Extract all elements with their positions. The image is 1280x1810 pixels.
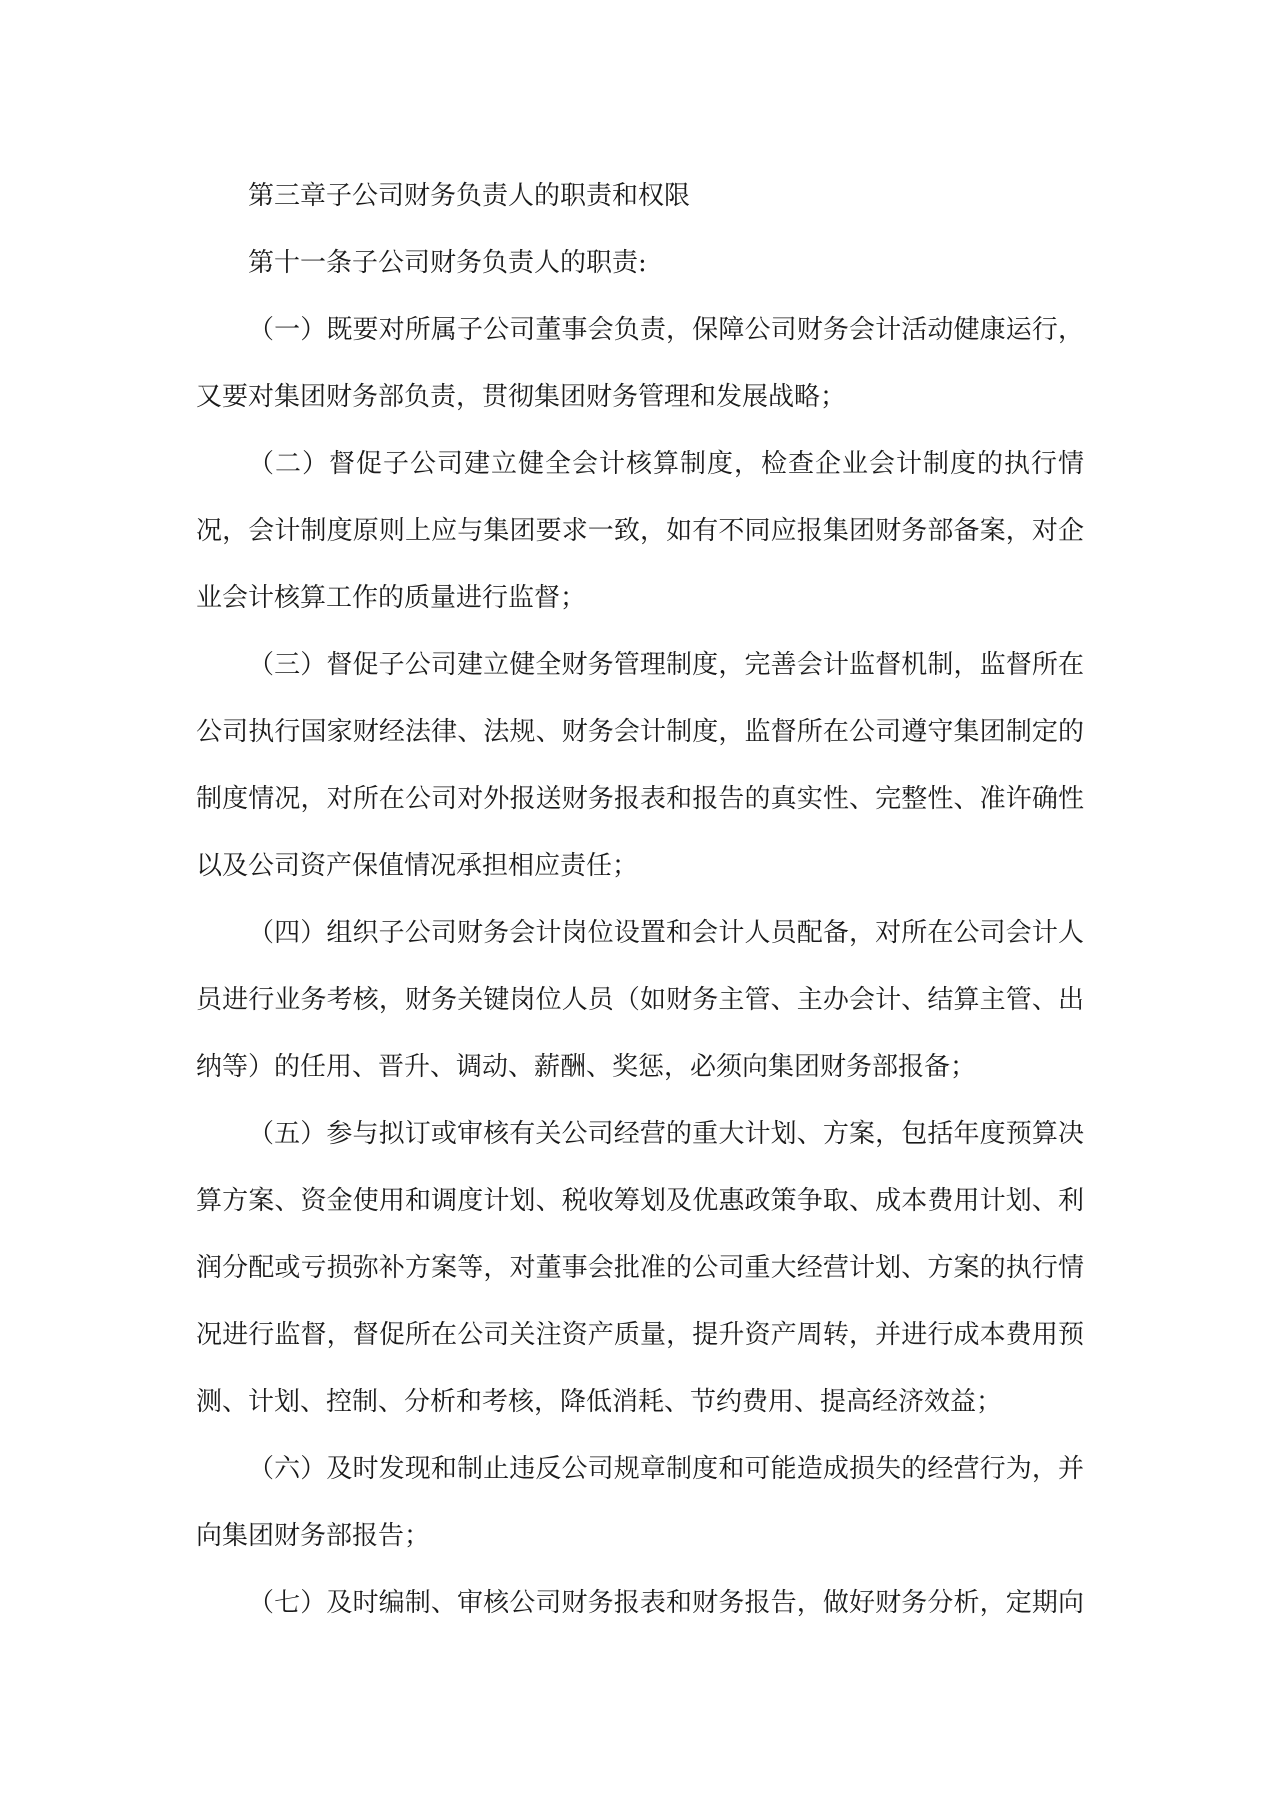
paragraph-duty-6 <box>196 1436 1084 1570</box>
paragraph-duty-3 <box>196 632 1084 900</box>
chapter-title: 第三章子公司财务负责人的职责和权限 <box>248 181 691 211</box>
paragraph-line: 又要对集团财务部负责，贯彻集团财务管理和发展战略； <box>196 382 847 412</box>
paragraph-line: 以及公司资产保值情况承担相应责任； <box>196 851 639 881</box>
paragraph-duty-4 <box>196 900 1084 1101</box>
paragraph-line: 况进行监督，督促所在公司关注资产质量，提升资产周转，并进行成本费用预 <box>196 1320 1084 1350</box>
paragraph-line: 向集团财务部报告； <box>196 1521 431 1551</box>
paragraph-line: （三）督促子公司建立健全财务管理制度，完善会计监督机制，监督所在 <box>248 650 1084 680</box>
paragraph-duty-7 <box>196 1570 1084 1637</box>
paragraph-duty-2 <box>196 431 1084 632</box>
paragraph-line: 算方案、资金使用和调度计划、税收筹划及优惠政策争取、成本费用计划、利 <box>196 1186 1084 1216</box>
paragraph-duty-1 <box>196 297 1084 431</box>
paragraph-line: （二）督促子公司建立健全会计核算制度，检查企业会计制度的执行情 <box>248 449 1084 479</box>
document-body <box>196 163 1084 1637</box>
article-title: 第十一条子公司财务负责人的职责: <box>248 248 647 278</box>
paragraph-duty-5 <box>196 1101 1084 1436</box>
paragraph-line: 纳等）的任用、晋升、调动、薪酬、奖惩，必须向集团财务部报备； <box>196 1052 977 1082</box>
paragraph-line: （一）既要对所属子公司董事会负责，保障公司财务会计活动健康运行， <box>248 315 1084 345</box>
paragraph-line: 业会计核算工作的质量进行监督； <box>196 583 587 613</box>
paragraph-line: 员进行业务考核，财务关键岗位人员（如财务主管、主办会计、结算主管、出 <box>196 985 1084 1015</box>
paragraph-line: 润分配或亏损弥补方案等，对董事会批准的公司重大经营计划、方案的执行情 <box>196 1253 1084 1283</box>
paragraph-line: 制度情况，对所在公司对外报送财务报表和报告的真实性、完整性、准许确性 <box>196 784 1084 814</box>
paragraph-line: （四）组织子公司财务会计岗位设置和会计人员配备，对所在公司会计人 <box>248 918 1084 948</box>
paragraph-line: 公司执行国家财经法律、法规、财务会计制度，监督所在公司遵守集团制定的 <box>196 717 1084 747</box>
paragraph-line: （六）及时发现和制止违反公司规章制度和可能造成损失的经营行为，并 <box>248 1454 1084 1484</box>
paragraph-line: 测、计划、控制、分析和考核，降低消耗、节约费用、提高经济效益； <box>196 1387 1003 1417</box>
paragraph-line: 况，会计制度原则上应与集团要求一致，如有不同应报集团财务部备案，对企 <box>196 516 1084 546</box>
paragraph-line: （七）及时编制、审核公司财务报表和财务报告，做好财务分析，定期向 <box>248 1588 1084 1618</box>
paragraph-line: （五）参与拟订或审核有关公司经营的重大计划、方案，包括年度预算决 <box>248 1119 1084 1149</box>
